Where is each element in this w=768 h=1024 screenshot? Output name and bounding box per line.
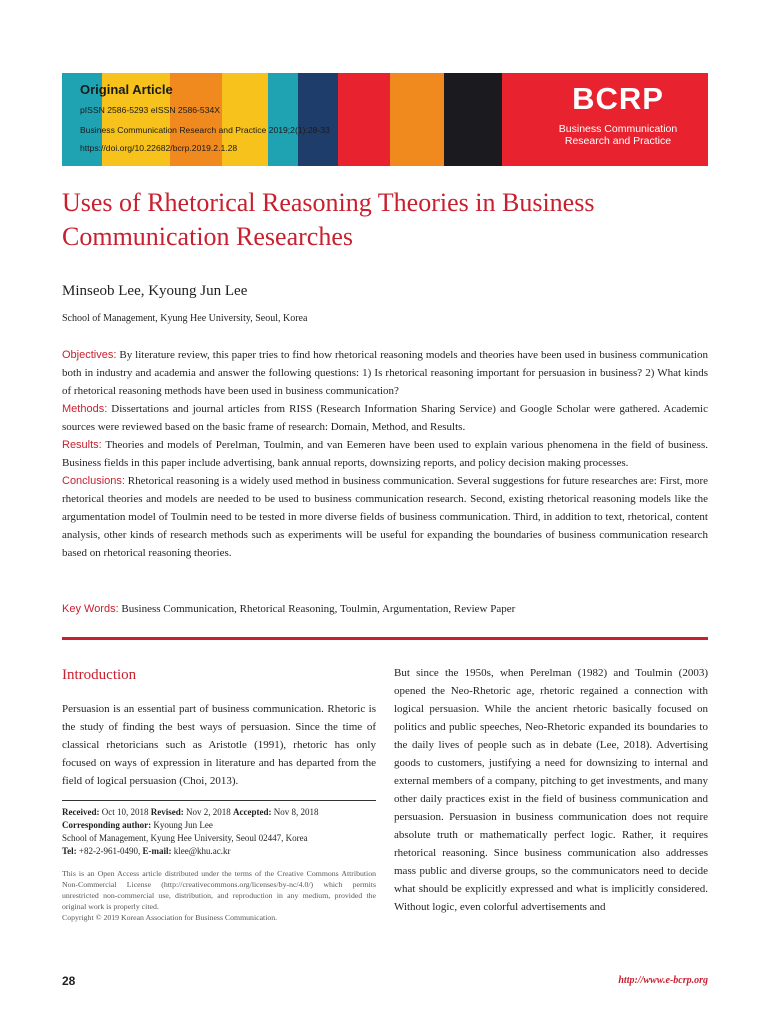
keywords	[62, 601, 708, 617]
journal-name-line1: Business Communication	[558, 123, 678, 135]
journal-logo	[528, 73, 708, 166]
results-text: Theories and models of Perelman, Toulmin, and van Eemeren have been used to explain various phenomena in the field of business. Business fields in this paper include advertising, bank annual reports, downsizing reports, and policy decision making processes.	[62, 439, 708, 469]
section-divider	[62, 637, 708, 640]
received-date: Oct 10, 2018	[99, 807, 151, 817]
corresponding-line	[62, 819, 376, 832]
intro-paragraph-2: But since the 1950s, when Perelman (1982) and Toulmin (2003) opened the Neo-Rhetoric age, rhetoric regained a connection with logical persuasion. While the ancient rhetoric basically focused on politics and public speeches, Neo-Rhetoric expanded its boundaries to the daily lives of people such as in debate (Lee, 2018). Advertising goods to customers, justifying a need for downsizing to internal and external members of a company, pitching to get investments, and many other daily practices exist in the field of business communication and persuasion. Persuasion in business communication does not require absolute truth or mathematically perfect logic. Rather, it requires rhetorical reasoning. Since business communication also addresses mass public and diverse groups, so the communicators need to decide what should be explicitly expressed and what is implicitly considered. Without logic, even colorful advertisements and	[394, 667, 708, 913]
objectives-label: Objectives:	[62, 349, 117, 361]
keywords-text: Business Communication, Rhetorical Reasoning, Toulmin, Argumentation, Review Paper	[118, 603, 516, 615]
abstract-results	[62, 436, 708, 472]
accepted-label: Accepted:	[232, 807, 272, 817]
corresponding-name: Kyoung Jun Lee	[151, 820, 213, 830]
introduction-heading: Introduction	[62, 667, 137, 683]
article-type: Original Article	[80, 82, 173, 97]
objectives-text: By literature review, this paper tries to find how rhetorical reasoning models and theories have been used in business communication both in industry and academia and answer the following questions: 1) Is rhetorical reasoning important for persuasion in business? 2) What kinds of rhetorical reasoning methods have been used in business communication?	[62, 349, 708, 397]
article-title: Uses of Rhetorical Reasoning Theories in Business Communication Researches	[62, 188, 595, 251]
methods-text: Dissertations and journal articles from RISS (Research Information Sharing Service) and Google Scholar were gathered. Academic sources were reviewed based on the basic frame of research: Domain, Method, and Results.	[62, 403, 708, 433]
abstract-conclusions	[62, 472, 708, 562]
license-note	[62, 868, 376, 923]
journal-name-line2: Research and Practice	[564, 135, 672, 147]
article-metadata	[62, 806, 376, 858]
intro-paragraph-1: Persuasion is an essential part of business communication. Rhetoric is the study of finding the best ways of persuasion. Since the time of classical rhetoricians such as Aristotle (1991), rhetoric has only focused on ways of expression in literature and has departed from the field of logical persuasion (Choi, 2013).	[62, 703, 376, 787]
revised-label: Revised:	[150, 807, 184, 817]
footnote-divider	[62, 800, 376, 801]
abstract-methods	[62, 400, 708, 436]
corresponding-label: Corresponding author:	[62, 820, 152, 830]
abstract	[62, 346, 708, 562]
keywords-label: Key Words:	[62, 603, 119, 615]
citation: Business Communication Research and Practice 2019;2(1):28-33	[80, 125, 330, 135]
email-address[interactable]: klee@khu.ac.kr	[171, 846, 231, 856]
corresponding-address: School of Management, Kyung Hee University, Seoul 02447, Korea	[62, 833, 308, 843]
doi-link[interactable]: https://doi.org/10.22682/bcrp.2019.2.1.28	[80, 143, 238, 153]
page-number: 28	[62, 974, 76, 988]
intro-right-column	[394, 664, 708, 916]
journal-url[interactable]: http://www.e-bcrp.org	[618, 975, 708, 986]
article-header-info	[80, 73, 520, 166]
received-label: Received:	[62, 807, 100, 817]
results-label: Results:	[62, 439, 102, 451]
issn: pISSN 2586-5293 eISSN 2586-534X	[80, 105, 220, 115]
journal-abbrev: BCRP	[572, 81, 664, 116]
contact-line	[62, 845, 376, 858]
email-label: E-mail:	[142, 846, 172, 856]
revised-date: Nov 2, 2018	[183, 807, 233, 817]
license-text: This is an Open Access article distributed under the terms of the Creative Commons Attribution Non-Commercial License (http://creativecommons.org/licenses/by-nc/4.0/) which permits unrestricted non-commercial use, distribution, and reproduction in any medium, provided the original work is properly cited.	[62, 869, 376, 911]
conclusions-text: Rhetorical reasoning is a widely used method in business communication. Several suggestions for future researches are: First, more rhetorical theories and models are needed to be used to business communication research. Second, existing rhetorical reasoning models like the argumentation model of Toulmin need to be tested in more diverse fields of business communication. Third, in addition to text, rhetorical, content analysis, other kinds of research methods such as experiments will be useful for expanding the boundaries of business communication research based on rhetorical reasoning theories.	[62, 475, 708, 559]
intro-left-column	[62, 700, 376, 790]
tel-number: +82-2-961-0490,	[76, 846, 143, 856]
journal-banner	[62, 73, 708, 166]
dates-line	[62, 806, 376, 819]
methods-label: Methods:	[62, 403, 108, 415]
conclusions-label: Conclusions:	[62, 475, 125, 487]
author-list: Minseob Lee, Kyoung Jun Lee	[62, 283, 248, 299]
copyright-text: Copyright © 2019 Korean Association for Business Communication.	[62, 913, 278, 922]
accepted-date: Nov 8, 2018	[271, 807, 319, 817]
affiliation: School of Management, Kyung Hee University, Seoul, Korea	[62, 313, 308, 324]
tel-label: Tel:	[62, 846, 77, 856]
abstract-objectives	[62, 346, 708, 400]
